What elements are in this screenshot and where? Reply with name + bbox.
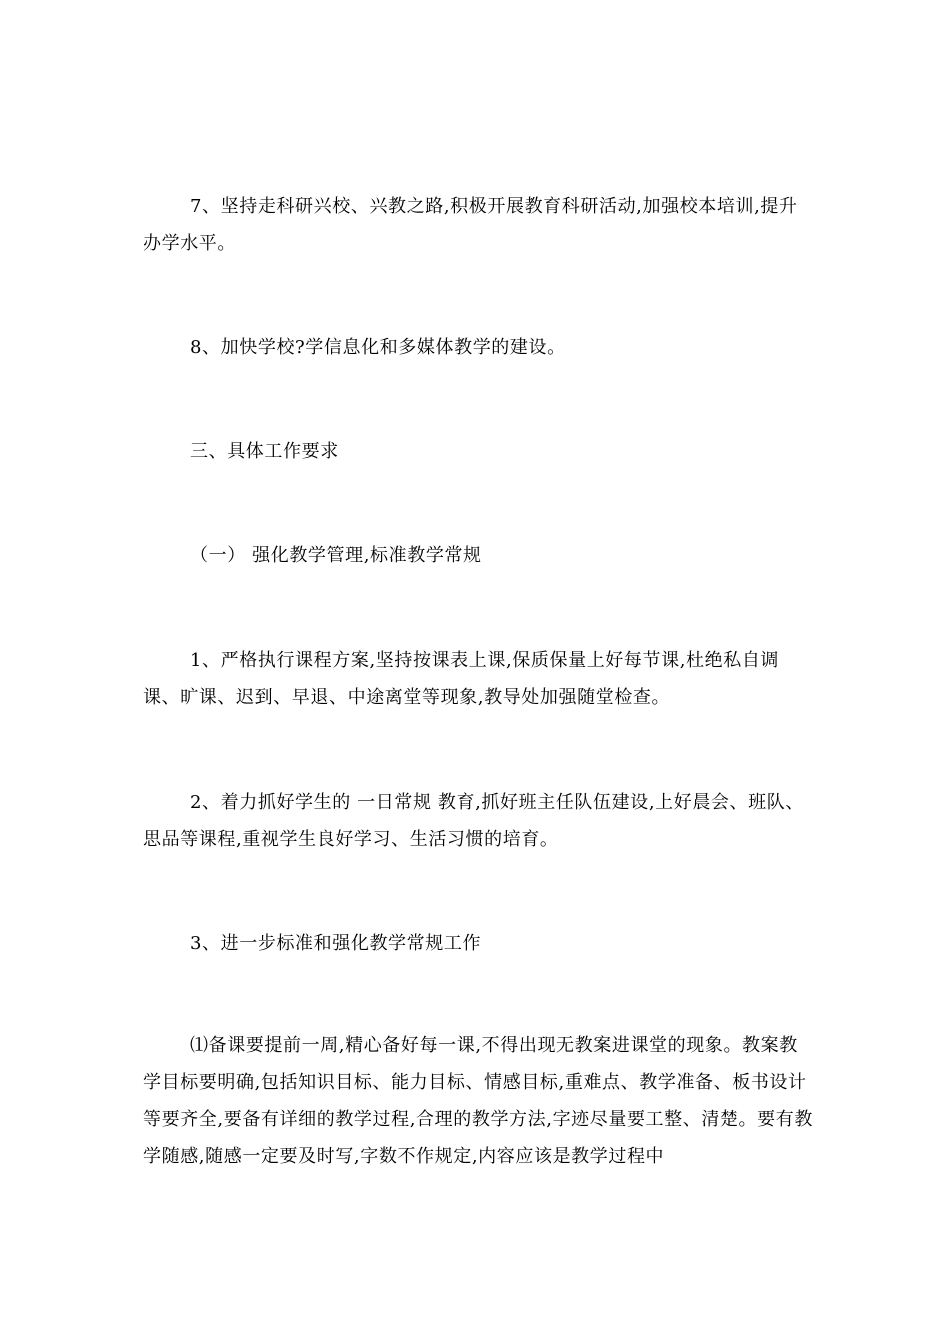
paragraph-item-8: 8、加快学校?学信息化和多媒体教学的建设。	[190, 337, 566, 358]
section-heading-work-requirements: 三、具体工作要求	[190, 441, 339, 462]
subsection-heading-teaching-management: （一） 强化教学管理,标准教学常规	[190, 545, 482, 566]
paragraph-lesson-preparation: ⑴备课要提前一周,精心备好每一课,不得出现无教案进课堂的现象。教案教学目标要明确,包括知识目标、能力目标、情感目标,重难点、教学准备、板书设计等要齐全,要备有详细的教学过程,合理的教学方法,字迹尽量要工整、清楚。要有教学随感,随感一定要及时写,字数不作规定,内容应该是教学过程中	[143, 1035, 813, 1167]
paragraph-item-3: 3、进一步标准和强化教学常规工作	[190, 933, 482, 954]
paragraph-item-2: 2、着力抓好学生的 一日常规 教育,抓好班主任队伍建设,上好晨会、班队、思品等课程,重视学生良好学习、生活习惯的培育。	[143, 792, 804, 850]
paragraph-item-7: 7、坚持走科研兴校、兴教之路,积极开展教育科研活动,加强校本培训,提升办学水平。	[143, 196, 798, 254]
paragraph-item-1: 1、严格执行课程方案,坚持按课表上课,保质保量上好每节课,杜绝私自调课、旷课、迟到、早退、中途离堂等现象,教导处加强随堂检查。	[143, 650, 780, 708]
